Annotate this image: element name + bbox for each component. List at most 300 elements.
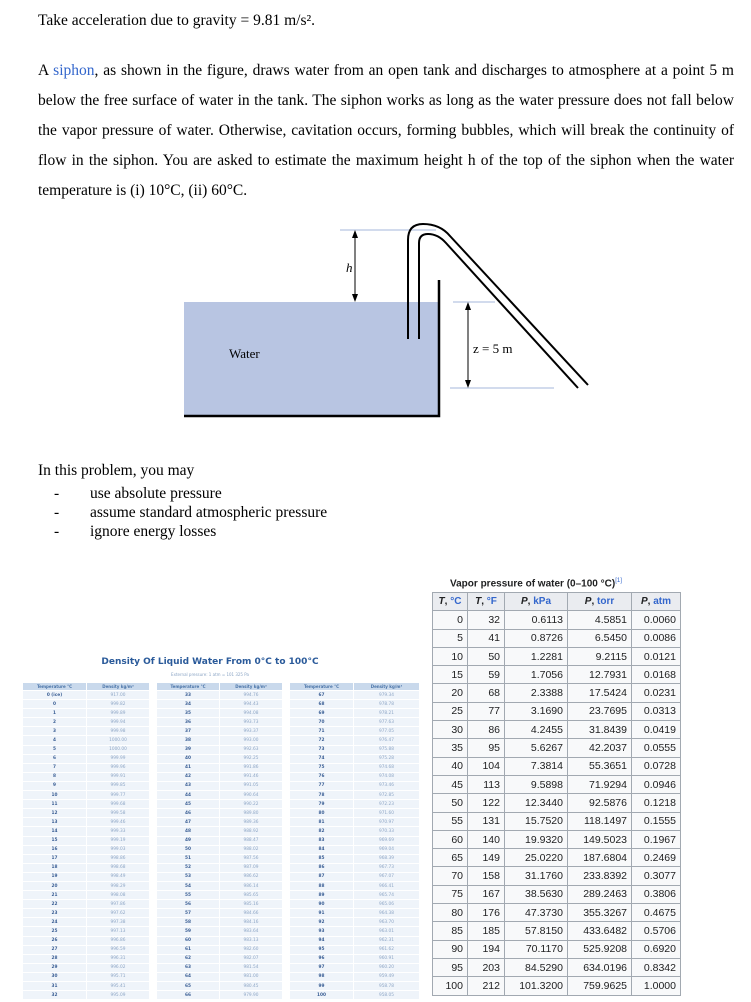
density-row xyxy=(23,746,149,754)
density-cell: 970.33 xyxy=(354,827,419,835)
density-cell: 982.07 xyxy=(220,955,282,963)
density-cell: 990.22 xyxy=(220,800,282,808)
density-row xyxy=(157,746,282,754)
temperature-cell: 48 xyxy=(157,827,219,835)
vapor-cell: 0.8342 xyxy=(632,958,681,976)
assumption-text: use absolute pressure xyxy=(90,485,222,502)
vapor-cell: 0 xyxy=(433,611,468,629)
vapor-cell: 0.1967 xyxy=(632,830,681,848)
density-row xyxy=(290,746,419,754)
temperature-cell: 14 xyxy=(23,827,86,835)
water-body xyxy=(184,302,439,417)
vapor-cell: 122 xyxy=(468,794,505,812)
temperature-cell: 68 xyxy=(290,700,353,708)
temperature-cell: 6 xyxy=(23,755,86,763)
density-cell: 998.68 xyxy=(87,864,149,872)
temperature-cell: 13 xyxy=(23,818,86,826)
density-row xyxy=(290,846,419,854)
density-row xyxy=(157,755,282,763)
unit-link[interactable]: atm xyxy=(653,596,672,608)
vapor-cell: 0.8726 xyxy=(505,629,568,647)
density-cell: 967.07 xyxy=(354,873,419,881)
siphon-figure xyxy=(150,210,600,430)
vapor-row xyxy=(433,666,681,684)
symbol: P xyxy=(640,596,648,608)
vapor-cell: 4.2455 xyxy=(505,721,568,739)
density-row xyxy=(23,782,149,790)
vapor-row xyxy=(433,977,681,995)
density-row xyxy=(157,846,282,854)
density-row xyxy=(23,727,149,735)
vapor-cell: 1.0000 xyxy=(632,977,681,995)
temperature-cell: 1 xyxy=(23,709,86,717)
assumption-item xyxy=(54,484,327,503)
density-cell: 960.91 xyxy=(354,955,419,963)
vapor-cell: 101.3200 xyxy=(505,977,568,995)
temperature-cell: 91 xyxy=(290,909,353,917)
vapor-row xyxy=(433,684,681,702)
vapor-cell: 185 xyxy=(468,922,505,940)
vapor-cell: 0.6113 xyxy=(505,611,568,629)
h-arrow-up-icon xyxy=(352,230,358,238)
density-cell: 984.16 xyxy=(220,918,282,926)
vapor-cell: 68 xyxy=(468,684,505,702)
density-row xyxy=(290,855,419,863)
density-cell: 999.82 xyxy=(87,700,149,708)
density-cell: 999.68 xyxy=(87,800,149,808)
density-row xyxy=(157,827,282,835)
temperature-cell: 93 xyxy=(290,927,353,935)
temperature-cell: 16 xyxy=(23,846,86,854)
vapor-cell: 3.1690 xyxy=(505,702,568,720)
siphon-link[interactable]: siphon xyxy=(53,62,95,79)
temperature-cell: 45 xyxy=(157,800,219,808)
vapor-cell: 0.1555 xyxy=(632,812,681,830)
density-cell: 960.20 xyxy=(354,964,419,972)
density-row xyxy=(157,855,282,863)
symbol: T xyxy=(475,596,482,608)
vapor-cell: 289.2463 xyxy=(568,885,632,903)
vapor-cell: 50 xyxy=(468,647,505,665)
vapor-cell: 5.6267 xyxy=(505,739,568,757)
header-temperature: Temperature °C xyxy=(290,683,353,690)
vapor-cell: 95 xyxy=(468,739,505,757)
density-row xyxy=(290,764,419,772)
density-cell: 983.64 xyxy=(220,927,282,935)
density-cell: 997.86 xyxy=(87,900,149,908)
temperature-cell: 77 xyxy=(290,782,353,790)
vapor-cell: 118.1497 xyxy=(568,812,632,830)
density-cell: 972.85 xyxy=(354,791,419,799)
vapor-cell: 45 xyxy=(433,775,468,793)
density-row xyxy=(23,809,149,817)
vapor-cell: 55.3651 xyxy=(568,757,632,775)
density-cell: 965.06 xyxy=(354,900,419,908)
density-row xyxy=(23,927,149,935)
dash-bullet: - xyxy=(54,485,60,502)
density-row xyxy=(290,782,419,790)
density-row xyxy=(23,736,149,744)
temperature-cell: 95 xyxy=(290,946,353,954)
density-cell: 975.88 xyxy=(354,746,419,754)
vapor-cell: 70.1170 xyxy=(505,940,568,958)
density-cell: 989.80 xyxy=(220,809,282,817)
para-prefix: A xyxy=(38,62,54,79)
problem-paragraph xyxy=(38,56,734,206)
temperature-cell: 90 xyxy=(290,900,353,908)
temperature-cell: 52 xyxy=(157,864,219,872)
density-row xyxy=(290,900,419,908)
vapor-cell: 92.5876 xyxy=(568,794,632,812)
temperature-cell: 79 xyxy=(290,800,353,808)
density-table-title: Density Of Liquid Water From 0°C to 100°C xyxy=(101,657,319,667)
vapor-cell: 70 xyxy=(433,867,468,885)
vapor-row xyxy=(433,757,681,775)
density-cell: 991.86 xyxy=(220,764,282,772)
density-cell: 985.16 xyxy=(220,900,282,908)
temperature-cell: 34 xyxy=(157,700,219,708)
vapor-cell: 55 xyxy=(433,812,468,830)
vapor-cell: 2.3388 xyxy=(505,684,568,702)
temperature-cell: 31 xyxy=(23,982,86,990)
symbol: P xyxy=(584,596,592,608)
temperature-cell: 71 xyxy=(290,727,353,735)
density-cell: 967.73 xyxy=(354,864,419,872)
density-cell: 999.85 xyxy=(87,782,149,790)
temperature-cell: 17 xyxy=(23,855,86,863)
vapor-cell: 0.1218 xyxy=(632,794,681,812)
density-row xyxy=(290,973,419,981)
density-row xyxy=(23,837,149,845)
density-cell: 965.74 xyxy=(354,891,419,899)
density-cell: 1000.00 xyxy=(87,746,149,754)
density-row xyxy=(290,727,419,735)
vapor-cell: 158 xyxy=(468,867,505,885)
temperature-cell: 70 xyxy=(290,718,353,726)
density-column-0 xyxy=(22,682,150,1000)
density-cell: 994.43 xyxy=(220,700,282,708)
vapor-cell: 634.0196 xyxy=(568,958,632,976)
density-cell: 996.31 xyxy=(87,955,149,963)
vapor-cell: 15.7520 xyxy=(505,812,568,830)
vapor-cell: 355.3267 xyxy=(568,904,632,922)
density-cell: 964.38 xyxy=(354,909,419,917)
temperature-cell: 73 xyxy=(290,746,353,754)
density-row xyxy=(290,791,419,799)
density-cell: 974.08 xyxy=(354,773,419,781)
density-row xyxy=(290,927,419,935)
temperature-cell: 94 xyxy=(290,937,353,945)
density-row xyxy=(157,718,282,726)
density-cell: 998.49 xyxy=(87,873,149,881)
vapor-cell: 32 xyxy=(468,611,505,629)
vapor-cell: 31.8439 xyxy=(568,721,632,739)
header-density: Density kg/m³ xyxy=(87,683,149,690)
vapor-cell: 19.9320 xyxy=(505,830,568,848)
density-row xyxy=(23,700,149,708)
temperature-cell: 84 xyxy=(290,846,353,854)
temperature-cell: 27 xyxy=(23,946,86,954)
vapor-cell: 0.5706 xyxy=(632,922,681,940)
density-row xyxy=(23,855,149,863)
vapor-cell: 57.8150 xyxy=(505,922,568,940)
temperature-cell: 32 xyxy=(23,991,86,999)
density-row xyxy=(23,691,149,699)
vapor-caption-text: Vapor pressure of water (0–100 °C) xyxy=(450,578,616,590)
vapor-cell: 38.5630 xyxy=(505,885,568,903)
density-row xyxy=(290,773,419,781)
density-cell: 974.68 xyxy=(354,764,419,772)
temperature-cell: 35 xyxy=(157,709,219,717)
vapor-cell: 4.5851 xyxy=(568,611,632,629)
density-row xyxy=(23,946,149,954)
vapor-cell: 0.0168 xyxy=(632,666,681,684)
density-row xyxy=(23,955,149,963)
vapor-cell: 0.6920 xyxy=(632,940,681,958)
temperature-cell: 89 xyxy=(290,891,353,899)
density-cell: 971.60 xyxy=(354,809,419,817)
temperature-cell: 99 xyxy=(290,982,353,990)
temperature-cell: 64 xyxy=(157,973,219,981)
density-cell: 979.34 xyxy=(354,691,419,699)
density-cell: 988.47 xyxy=(220,837,282,845)
vapor-cell: 40 xyxy=(433,757,468,775)
density-row xyxy=(23,791,149,799)
vapor-cell: 12.7931 xyxy=(568,666,632,684)
density-row xyxy=(157,809,282,817)
vapor-row xyxy=(433,721,681,739)
reference-link[interactable]: [1] xyxy=(615,578,622,584)
density-cell: 998.08 xyxy=(87,891,149,899)
temperature-cell: 30 xyxy=(23,973,86,981)
density-cell: 991.46 xyxy=(220,773,282,781)
density-column-1 xyxy=(156,682,283,1000)
vapor-cell: 100 xyxy=(433,977,468,995)
vapor-row xyxy=(433,647,681,665)
vapor-row xyxy=(433,849,681,867)
density-cell: 999.58 xyxy=(87,809,149,817)
density-cell: 993.00 xyxy=(220,736,282,744)
density-cell: 988.02 xyxy=(220,846,282,854)
temperature-cell: 59 xyxy=(157,927,219,935)
vapor-cell: 0.0231 xyxy=(632,684,681,702)
density-cell: 963.70 xyxy=(354,918,419,926)
temperature-cell: 37 xyxy=(157,727,219,735)
density-row xyxy=(157,864,282,872)
density-row xyxy=(157,927,282,935)
density-row xyxy=(157,918,282,926)
density-row xyxy=(290,718,419,726)
density-row xyxy=(23,918,149,926)
temperature-cell: 25 xyxy=(23,927,86,935)
density-row xyxy=(290,700,419,708)
density-cell: 999.91 xyxy=(87,773,149,781)
density-cell: 994.08 xyxy=(220,709,282,717)
vapor-cell: 15 xyxy=(433,666,468,684)
density-cell: 984.66 xyxy=(220,909,282,917)
temperature-cell: 19 xyxy=(23,873,86,881)
temperature-cell: 63 xyxy=(157,964,219,972)
density-cell: 962.31 xyxy=(354,937,419,945)
density-row xyxy=(157,955,282,963)
density-cell: 969.69 xyxy=(354,837,419,845)
vapor-cell: 12.3440 xyxy=(505,794,568,812)
density-row xyxy=(157,964,282,972)
density-row xyxy=(157,973,282,981)
density-cell: 999.33 xyxy=(87,827,149,835)
vapor-cell: 131 xyxy=(468,812,505,830)
density-row xyxy=(290,891,419,899)
assumption-item xyxy=(54,522,327,541)
temperature-cell: 60 xyxy=(157,937,219,945)
vapor-cell: 104 xyxy=(468,757,505,775)
density-cell: 996.86 xyxy=(87,937,149,945)
temperature-cell: 46 xyxy=(157,809,219,817)
density-row xyxy=(157,900,282,908)
vapor-cell: 60 xyxy=(433,830,468,848)
density-row xyxy=(23,900,149,908)
vapor-cell: 23.7695 xyxy=(568,702,632,720)
vapor-cell: 212 xyxy=(468,977,505,995)
density-row xyxy=(290,937,419,945)
temperature-cell: 78 xyxy=(290,791,353,799)
symbol: P xyxy=(520,596,528,608)
density-row xyxy=(157,800,282,808)
density-cell: 986.62 xyxy=(220,873,282,881)
temperature-cell: 82 xyxy=(290,827,353,835)
vapor-cell: 17.5424 xyxy=(568,684,632,702)
density-cell: 987.09 xyxy=(220,864,282,872)
density-cell: 982.60 xyxy=(220,946,282,954)
temperature-cell: 21 xyxy=(23,891,86,899)
density-row xyxy=(290,709,419,717)
temperature-cell: 10 xyxy=(23,791,86,799)
unit-link[interactable]: °F xyxy=(486,596,497,608)
temperature-cell: 44 xyxy=(157,791,219,799)
unit-link[interactable]: °C xyxy=(450,596,462,608)
density-cell: 976.47 xyxy=(354,736,419,744)
temperature-cell: 54 xyxy=(157,882,219,890)
density-row xyxy=(290,918,419,926)
vapor-row xyxy=(433,794,681,812)
density-cell: 968.39 xyxy=(354,855,419,863)
temperature-cell: 40 xyxy=(157,755,219,763)
temperature-cell: 41 xyxy=(157,764,219,772)
density-cell: 972.23 xyxy=(354,800,419,808)
temperature-cell: 12 xyxy=(23,809,86,817)
temperature-cell: 2 xyxy=(23,718,86,726)
vapor-cell: 30 xyxy=(433,721,468,739)
temperature-cell: 3 xyxy=(23,727,86,735)
header-density: Density kg/m³ xyxy=(220,683,282,690)
temperature-cell: 97 xyxy=(290,964,353,972)
density-row xyxy=(23,882,149,890)
density-cell: 999.96 xyxy=(87,764,149,772)
density-row xyxy=(290,837,419,845)
vapor-row xyxy=(433,958,681,976)
vapor-row xyxy=(433,940,681,958)
temperature-cell: 42 xyxy=(157,773,219,781)
vapor-header-cell: P, torr xyxy=(568,593,632,611)
density-row xyxy=(23,773,149,781)
vapor-cell: 176 xyxy=(468,904,505,922)
density-row xyxy=(157,982,282,990)
density-row xyxy=(157,891,282,899)
vapor-cell: 0.0555 xyxy=(632,739,681,757)
unit-link[interactable]: torr xyxy=(597,596,615,608)
temperature-cell: 39 xyxy=(157,746,219,754)
density-row xyxy=(23,827,149,835)
header-density: Density kg/m³ xyxy=(354,683,419,690)
vapor-cell: 77 xyxy=(468,702,505,720)
density-cell: 995.41 xyxy=(87,982,149,990)
temperature-cell: 0 (ice) xyxy=(23,691,86,699)
density-cell: 970.97 xyxy=(354,818,419,826)
density-cell: 999.77 xyxy=(87,791,149,799)
vapor-row xyxy=(433,812,681,830)
density-cell: 973.46 xyxy=(354,782,419,790)
temperature-cell: 85 xyxy=(290,855,353,863)
unit-link[interactable]: kPa xyxy=(533,596,552,608)
vapor-cell: 86 xyxy=(468,721,505,739)
temperature-cell: 7 xyxy=(23,764,86,772)
vapor-cell: 149 xyxy=(468,849,505,867)
vapor-cell: 65 xyxy=(433,849,468,867)
vapor-cell: 0.0946 xyxy=(632,775,681,793)
vapor-cell: 31.1760 xyxy=(505,867,568,885)
density-row xyxy=(157,837,282,845)
vapor-cell: 41 xyxy=(468,629,505,647)
temperature-cell: 47 xyxy=(157,818,219,826)
density-cell: 996.02 xyxy=(87,964,149,972)
temperature-cell: 50 xyxy=(157,846,219,854)
siphon-inner-wall xyxy=(419,234,578,388)
density-cell: 992.63 xyxy=(220,746,282,754)
vapor-header-cell: T, °F xyxy=(468,593,505,611)
density-cell: 997.38 xyxy=(87,918,149,926)
density-cell: 999.89 xyxy=(87,709,149,717)
vapor-cell: 47.3730 xyxy=(505,904,568,922)
vapor-cell: 0.0086 xyxy=(632,629,681,647)
density-cell: 966.41 xyxy=(354,882,419,890)
vapor-row xyxy=(433,611,681,629)
density-cell: 978.78 xyxy=(354,700,419,708)
temperature-cell: 62 xyxy=(157,955,219,963)
temperature-cell: 87 xyxy=(290,873,353,881)
vapor-cell: 9.2115 xyxy=(568,647,632,665)
density-row xyxy=(157,937,282,945)
density-row xyxy=(290,946,419,954)
density-row xyxy=(290,818,419,826)
header-temperature: Temperature °C xyxy=(157,683,219,690)
temperature-cell: 58 xyxy=(157,918,219,926)
density-row xyxy=(290,882,419,890)
density-cell: 999.94 xyxy=(87,718,149,726)
density-row xyxy=(290,873,419,881)
density-row xyxy=(23,755,149,763)
density-cell: 995.71 xyxy=(87,973,149,981)
vapor-cell: 1.2281 xyxy=(505,647,568,665)
density-cell: 994.76 xyxy=(220,691,282,699)
temperature-cell: 11 xyxy=(23,800,86,808)
density-cell: 993.37 xyxy=(220,727,282,735)
density-cell: 959.49 xyxy=(354,973,419,981)
vapor-cell: 10 xyxy=(433,647,468,665)
density-row xyxy=(23,973,149,981)
density-table-subtitle: External pressure: 1 atm = 101 325 Pa xyxy=(171,672,249,677)
vapor-cell: 203 xyxy=(468,958,505,976)
density-row xyxy=(290,755,419,763)
